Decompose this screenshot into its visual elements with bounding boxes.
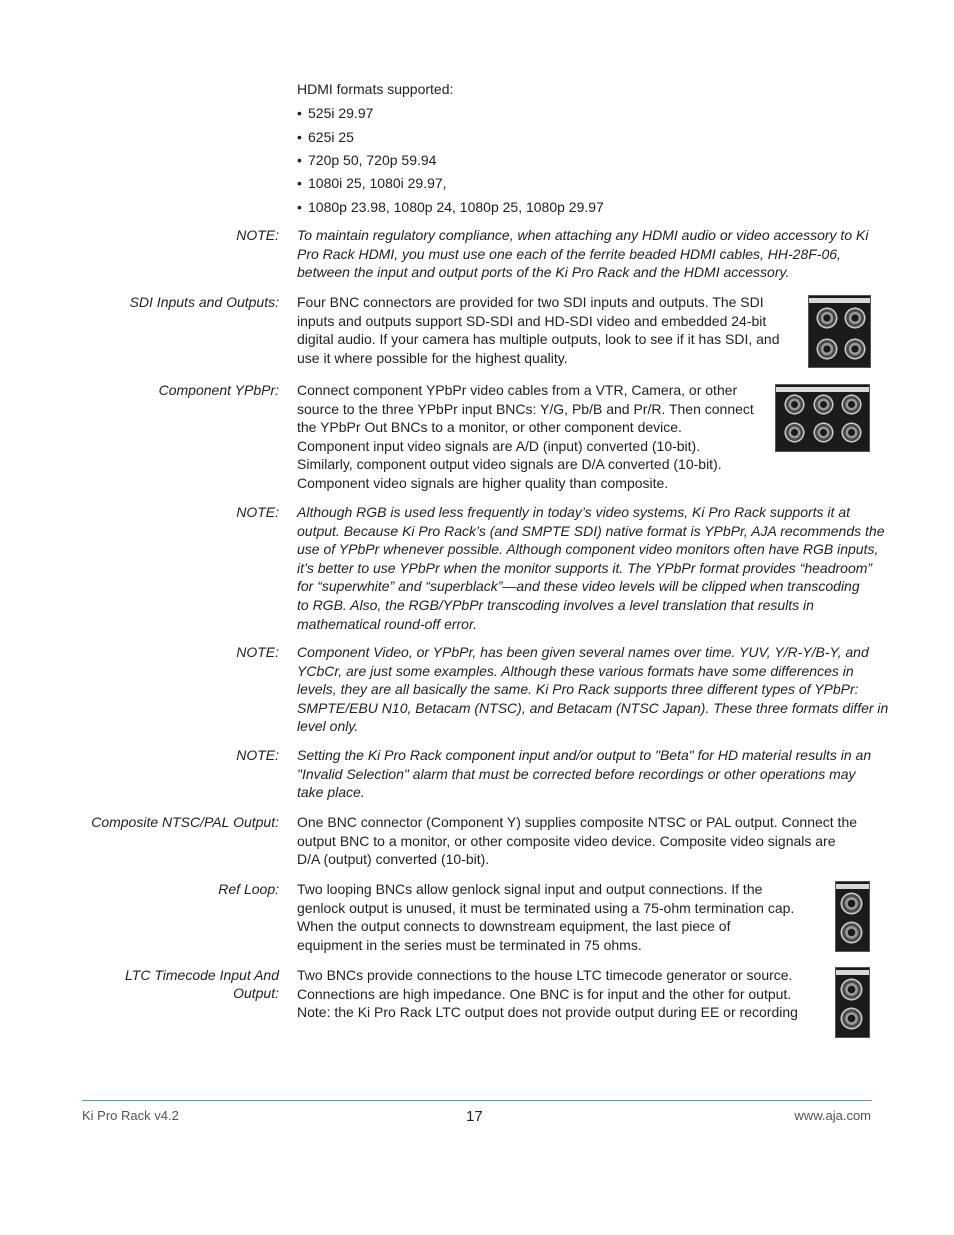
footer-product-version: Ki Pro Rack v4.2 — [82, 1108, 179, 1123]
ref-loop-connectors-photo — [835, 881, 870, 952]
bnc-connector-icon — [784, 422, 805, 443]
hdmi-bullet: • 720p 50, 720p 59.94 — [297, 152, 437, 168]
note-label: NOTE: — [236, 747, 279, 763]
ltc-label: LTC Timecode Input And Output: — [125, 967, 279, 1001]
component-label: Component YPbPr: — [158, 382, 279, 398]
note-label: NOTE: — [236, 504, 279, 520]
bnc-connector-icon — [841, 394, 862, 415]
note-component-names: Component Video, or YPbPr, has been given several names over time. YUV, Y/R-Y/B-Y, and YCbCr, are just some examples. Although these various formats have some differences in levels, they are all basically the same. Ki Pro Rack supports three different types of YPbPr: SMPTE/EBU N10, Betacam (NTSC), and Betacam (NTSC Japan). These three formats differ in level only. — [297, 644, 889, 735]
bnc-connector-icon — [840, 892, 863, 915]
hdmi-bullet: • 525i 29.97 — [297, 105, 374, 121]
footer-divider — [82, 1100, 872, 1101]
note-rgb: Although RGB is used less frequently in today’s video systems, Ki Pro Rack supports it at output. Because Ki Pro Rack’s (and SMPTE SDI) native format is YPbPr, AJA recommends the use of YPbPr whenever possible. Although component video monitors often have RGB inputs, it’s better to use YPbPr when the monitor supports it. The YPbPr format provides “headroom” for “superwhite” and “superblack”—and these video levels will be clipped when transcoding to RGB. Also, the RGB/YPbPr transcoding involves a level translation that results in mathematical round-off error. — [297, 504, 885, 632]
ltc-description: Two BNCs provide connections to the house LTC timecode generator or source. Connections are high impedance. One BNC is for input and the other for output. Note: the Ki Pro Rack LTC output does not provide output during EE or recording — [297, 967, 798, 1021]
ltc-connectors-photo — [835, 967, 870, 1038]
sdi-description: Four BNC connectors are provided for two SDI inputs and outputs. The SDI inputs and outputs support SD-SDI and HD-SDI video and embedded 24-bit digital audio. If your camera has multiple outputs, look to see if it has SDI, and use it where possible for the highest quality. — [297, 294, 780, 366]
bnc-connector-icon — [840, 921, 863, 944]
hdmi-bullet: • 1080p 23.98, 1080p 24, 1080p 25, 1080p 29.97 — [297, 199, 604, 215]
bnc-connector-icon — [840, 978, 863, 1001]
bnc-connector-icon — [816, 307, 838, 329]
bnc-connector-icon — [841, 422, 862, 443]
composite-description: One BNC connector (Component Y) supplies composite NTSC or PAL output. Connect the output BNC to a monitor, or other composite video device. Composite video signals are D/A (output) converted (10-bit). — [297, 814, 858, 868]
bnc-connector-icon — [813, 422, 834, 443]
footer-website: www.aja.com — [794, 1108, 871, 1123]
sdi-connectors-photo — [808, 295, 871, 368]
page-number: 17 — [466, 1108, 483, 1125]
bnc-connector-icon — [784, 394, 805, 415]
bnc-connector-icon — [813, 394, 834, 415]
hdmi-bullet: • 1080i 25, 1080i 29.97, — [297, 175, 447, 191]
bnc-connector-icon — [840, 1007, 863, 1030]
hdmi-bullet: • 625i 25 — [297, 129, 354, 145]
bnc-connector-icon — [844, 338, 866, 360]
note-label: NOTE: — [236, 644, 279, 660]
sdi-label: SDI Inputs and Outputs: — [129, 294, 279, 310]
hdmi-heading: HDMI formats supported: — [297, 81, 454, 97]
note-beta-setting: Setting the Ki Pro Rack component input and/or output to "Beta" for HD material results in an "Invalid Selection" alarm that must be corrected before recordings or other operations may take place. — [297, 747, 872, 801]
ref-loop-label: Ref Loop: — [218, 881, 279, 897]
bnc-connector-icon — [816, 338, 838, 360]
component-connectors-photo — [775, 384, 870, 452]
ref-loop-description: Two looping BNCs allow genlock signal input and output connections. If the genlock output is unused, it must be terminated using a 75-ohm termination cap. When the output connects to downstream equipment, the last piece of equipment in the series must be terminated in 75 ohms. — [297, 881, 795, 953]
note-hdmi-compliance: To maintain regulatory compliance, when attaching any HDMI audio or video accessory to Ki Pro Rack HDMI, you must use one each of the ferrite beaded HDMI cables, HH-28F-06, between the input and output ports of the Ki Pro Rack and the HDMI accessory. — [297, 227, 869, 281]
bnc-connector-icon — [844, 307, 866, 329]
composite-label: Composite NTSC/PAL Output: — [91, 814, 279, 830]
note-label: NOTE: — [236, 227, 279, 243]
component-description: Connect component YPbPr video cables from a VTR, Camera, or other source to the three YPbPr input BNCs: Y/G, Pb/B and Pr/R. Then connect the YPbPr Out BNCs to a monitor, or other component device. Component input video signals are A/D (input) converted (10-bit). Similarly, component output video signals are D/A converted (10-bit). Component video signals are higher quality than composite. — [297, 382, 754, 491]
